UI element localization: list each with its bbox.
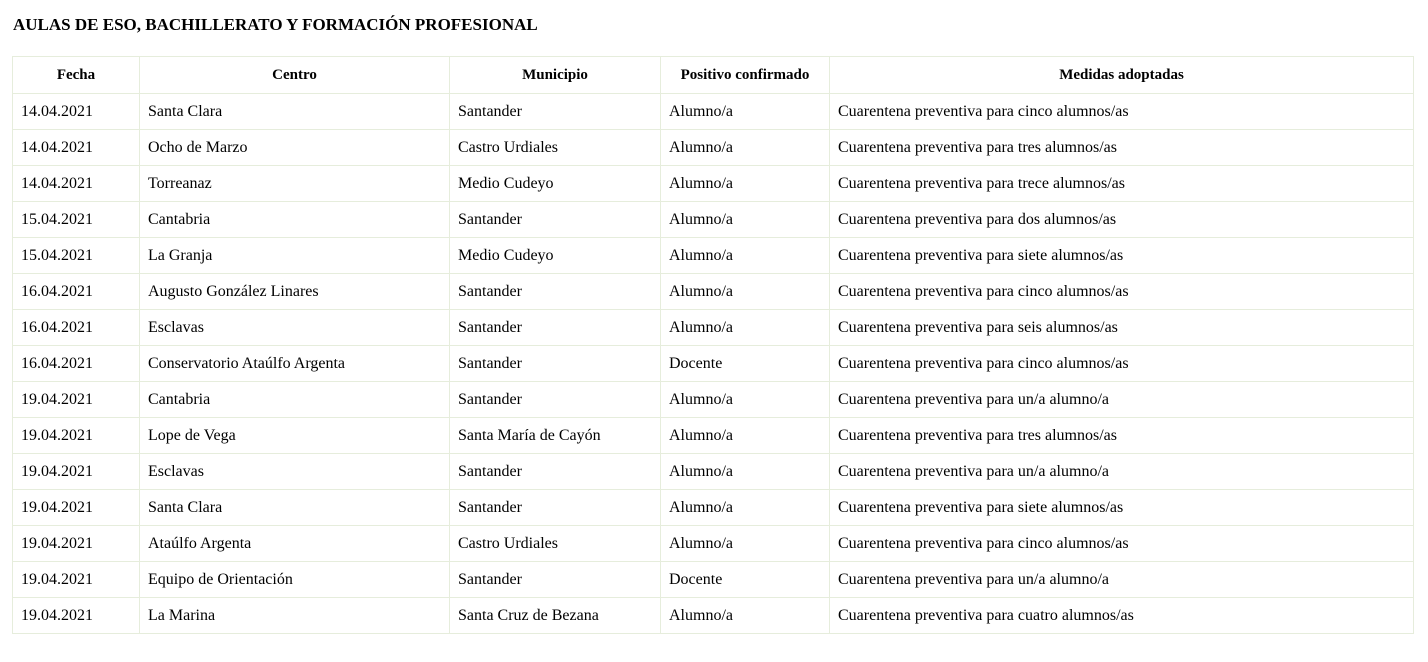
cell-municipio: Santander (450, 274, 661, 310)
cell-medidas: Cuarentena preventiva para un/a alumno/a (830, 382, 1414, 418)
cell-municipio: Santander (450, 490, 661, 526)
table-row (13, 238, 1414, 274)
table-row (13, 454, 1414, 490)
cell-positivo: Alumno/a (661, 202, 830, 238)
cases-table (12, 56, 1414, 634)
cell-positivo: Alumno/a (661, 238, 830, 274)
cell-municipio: Santander (450, 202, 661, 238)
cell-positivo: Docente (661, 346, 830, 382)
cell-centro: Ocho de Marzo (140, 130, 450, 166)
cell-medidas: Cuarentena preventiva para seis alumnos/as (830, 310, 1414, 346)
cell-medidas: Cuarentena preventiva para siete alumnos/as (830, 238, 1414, 274)
cell-medidas: Cuarentena preventiva para tres alumnos/as (830, 418, 1414, 454)
cell-municipio: Castro Urdiales (450, 130, 661, 166)
cell-fecha: 14.04.2021 (13, 130, 140, 166)
cell-medidas: Cuarentena preventiva para tres alumnos/as (830, 130, 1414, 166)
cell-fecha: 19.04.2021 (13, 562, 140, 598)
cell-municipio: Santander (450, 562, 661, 598)
cell-municipio: Castro Urdiales (450, 526, 661, 562)
cell-centro: Cantabria (140, 202, 450, 238)
cell-fecha: 19.04.2021 (13, 454, 140, 490)
cell-centro: Santa Clara (140, 490, 450, 526)
table-row (13, 274, 1414, 310)
cell-centro: Lope de Vega (140, 418, 450, 454)
cell-centro: Esclavas (140, 454, 450, 490)
cell-centro: Conservatorio Ataúlfo Argenta (140, 346, 450, 382)
cell-municipio: Santander (450, 346, 661, 382)
table-header-row (13, 57, 1414, 94)
cell-municipio: Santander (450, 94, 661, 130)
table-row (13, 526, 1414, 562)
table-row (13, 166, 1414, 202)
table-row (13, 598, 1414, 634)
cell-positivo: Alumno/a (661, 274, 830, 310)
cell-medidas: Cuarentena preventiva para un/a alumno/a (830, 454, 1414, 490)
cell-medidas: Cuarentena preventiva para cinco alumnos/as (830, 526, 1414, 562)
cell-centro: Santa Clara (140, 94, 450, 130)
cell-positivo: Alumno/a (661, 598, 830, 634)
cell-municipio: Santander (450, 382, 661, 418)
page-title: AULAS DE ESO, BACHILLERATO Y FORMACIÓN PROFESIONAL (13, 15, 538, 34)
table-row (13, 490, 1414, 526)
cell-centro: Equipo de Orientación (140, 562, 450, 598)
cell-fecha: 19.04.2021 (13, 598, 140, 634)
cell-municipio: Santander (450, 454, 661, 490)
cell-fecha: 16.04.2021 (13, 346, 140, 382)
cell-fecha: 16.04.2021 (13, 310, 140, 346)
table-row (13, 346, 1414, 382)
cell-positivo: Alumno/a (661, 418, 830, 454)
cell-medidas: Cuarentena preventiva para cinco alumnos/as (830, 346, 1414, 382)
cell-medidas: Cuarentena preventiva para trece alumnos/as (830, 166, 1414, 202)
cell-centro: La Granja (140, 238, 450, 274)
cell-municipio: Medio Cudeyo (450, 238, 661, 274)
table-row (13, 202, 1414, 238)
cell-medidas: Cuarentena preventiva para cinco alumnos/as (830, 94, 1414, 130)
cell-centro: Cantabria (140, 382, 450, 418)
table-row (13, 418, 1414, 454)
cell-centro: Augusto González Linares (140, 274, 450, 310)
cell-fecha: 15.04.2021 (13, 238, 140, 274)
cell-positivo: Alumno/a (661, 454, 830, 490)
cell-municipio: Medio Cudeyo (450, 166, 661, 202)
cell-centro: Ataúlfo Argenta (140, 526, 450, 562)
column-header-positivo-confirmado: Positivo confirmado (661, 57, 830, 94)
cell-centro: Esclavas (140, 310, 450, 346)
cell-fecha: 14.04.2021 (13, 166, 140, 202)
cell-fecha: 15.04.2021 (13, 202, 140, 238)
cell-medidas: Cuarentena preventiva para cuatro alumnos/as (830, 598, 1414, 634)
cell-municipio: Santa María de Cayón (450, 418, 661, 454)
cell-positivo: Alumno/a (661, 130, 830, 166)
column-header-municipio: Municipio (450, 57, 661, 94)
cell-fecha: 19.04.2021 (13, 490, 140, 526)
cell-positivo: Alumno/a (661, 526, 830, 562)
cell-fecha: 19.04.2021 (13, 526, 140, 562)
cell-medidas: Cuarentena preventiva para un/a alumno/a (830, 562, 1414, 598)
cell-medidas: Cuarentena preventiva para dos alumnos/as (830, 202, 1414, 238)
cell-positivo: Alumno/a (661, 166, 830, 202)
cell-positivo: Docente (661, 562, 830, 598)
cell-medidas: Cuarentena preventiva para cinco alumnos/as (830, 274, 1414, 310)
table-row (13, 130, 1414, 166)
cell-fecha: 19.04.2021 (13, 418, 140, 454)
cell-positivo: Alumno/a (661, 382, 830, 418)
cell-fecha: 14.04.2021 (13, 94, 140, 130)
table-row (13, 562, 1414, 598)
cell-positivo: Alumno/a (661, 94, 830, 130)
cell-municipio: Santa Cruz de Bezana (450, 598, 661, 634)
column-header-centro: Centro (140, 57, 450, 94)
column-header-fecha: Fecha (13, 57, 140, 94)
table-row (13, 382, 1414, 418)
cell-fecha: 16.04.2021 (13, 274, 140, 310)
table-row (13, 94, 1414, 130)
table-row (13, 310, 1414, 346)
cell-fecha: 19.04.2021 (13, 382, 140, 418)
cell-medidas: Cuarentena preventiva para siete alumnos/as (830, 490, 1414, 526)
cell-centro: Torreanaz (140, 166, 450, 202)
cell-municipio: Santander (450, 310, 661, 346)
cell-centro: La Marina (140, 598, 450, 634)
cell-positivo: Alumno/a (661, 490, 830, 526)
cell-positivo: Alumno/a (661, 310, 830, 346)
column-header-medidas-adoptadas: Medidas adoptadas (830, 57, 1414, 94)
